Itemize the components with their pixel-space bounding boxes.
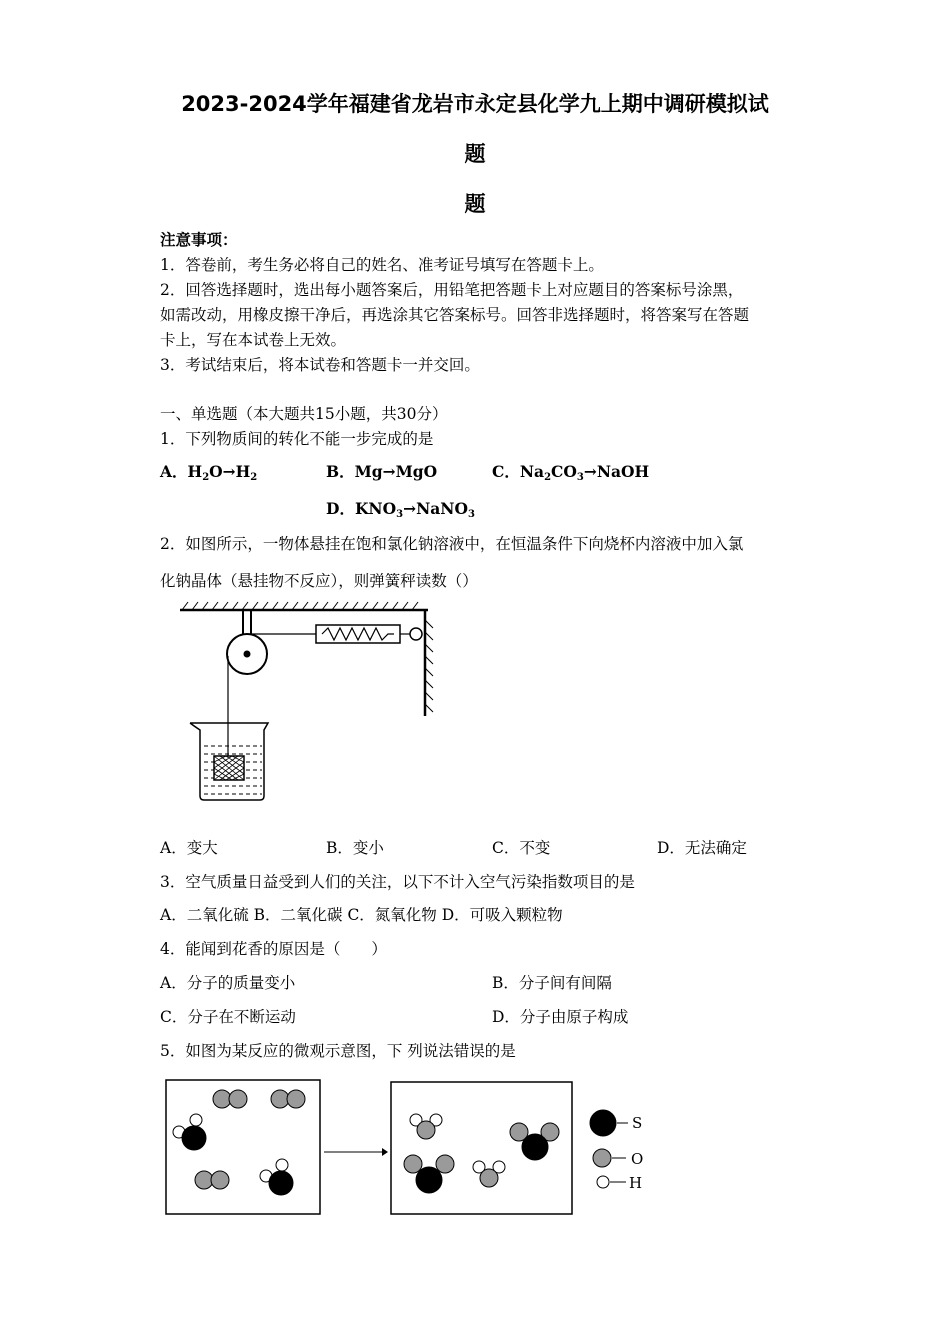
notice-heading: 注意事项： [160, 230, 238, 249]
notice-item-2-end: 卡上，写在本试卷上无效。 [160, 331, 347, 349]
q4-stem: 4．能闻到花香的原因是（ ） [160, 940, 387, 958]
q1-d-sub: 3 [396, 509, 404, 520]
exam-title-line3: 题 [464, 192, 486, 216]
notice-item-3: 3．考试结束后，将本试卷和答题卡一并交回。 [160, 356, 480, 374]
q3-stem: 3．空气质量日益受到人们的关注，以下不计入空气污染指数项目的是 [160, 873, 635, 891]
q2-option-b: B．变小 [326, 839, 384, 857]
q1-d-pre: KNO [354, 499, 397, 518]
reaction-arrow [324, 1148, 388, 1156]
q2-option-d: D．无法确定 [657, 839, 747, 857]
q4-option-d: D．分子由原子构成 [492, 1008, 629, 1026]
q1-c-post: →NaOH [583, 462, 650, 481]
exam-title-line2: 题 [464, 142, 486, 166]
q1-option-d [326, 497, 475, 520]
q1-stem: 1．下列物质间的转化不能一步完成的是 [160, 430, 434, 448]
q2-option-a: A．变大 [160, 839, 218, 857]
legend-o-atom [593, 1149, 611, 1167]
q1-option-a [160, 460, 257, 483]
pulley [227, 610, 267, 674]
q2-stem-2: 化钠晶体（悬挂物不反应），则弹簧秤读数（） [160, 572, 478, 590]
legend-s-atom [590, 1110, 616, 1136]
q1-a-label: A． [160, 462, 188, 481]
section-heading: 一、单选题（本大题共15小题，共30分） [160, 405, 448, 423]
q2-option-c: C．不变 [492, 839, 551, 857]
q2-stem-1: 2．如图所示，一物体悬挂在饱和氯化钠溶液中，在恒温条件下向烧杯内溶液中加入氯 [160, 535, 744, 553]
q1-a-sub2: 2 [250, 472, 258, 483]
q1-a-pre: H [187, 462, 203, 481]
q4-option-c: C．分子在不断运动 [160, 1008, 296, 1026]
q4-option-b: B．分子间有间隔 [492, 974, 612, 992]
exam-title-line1: 2023-2024学年福建省龙岩市永定县化学九上期中调研模拟试 [181, 92, 769, 116]
q1-a-mid: O→H [209, 462, 251, 481]
spring-scale [316, 625, 422, 643]
q1-c-mid: CO [551, 462, 577, 481]
q1-d-label: D． [326, 499, 355, 518]
legend-label-o: O [631, 1150, 644, 1168]
q1-c-sub: 2 [544, 472, 552, 483]
legend-h-atom [597, 1176, 609, 1188]
right-wall [425, 610, 433, 716]
q5-stem: 5．如图为某反应的微观示意图，下 列说法错误的是 [160, 1042, 516, 1060]
q1-option-b: B．Mg→MgO [326, 462, 438, 481]
q1-d-mid: →NaNO [403, 499, 468, 518]
legend-label-h: H [629, 1174, 643, 1192]
q4-option-a: A．分子的质量变小 [160, 974, 296, 992]
q5-reaction-diagram [160, 1074, 660, 1220]
legend-label-s: S [632, 1114, 643, 1132]
notice-item-2-cont: 如需改动，用橡皮擦干净后，再选涂其它答案标号。回答非选择题时，将答案写在答题 [160, 306, 750, 324]
q1-a-sub: 2 [202, 472, 210, 483]
q2-apparatus-figure [170, 598, 440, 808]
q1-c-label: C． [492, 462, 520, 481]
q1-c-sub2: 3 [576, 472, 584, 483]
q1-option-c [492, 460, 649, 483]
q1-d-sub2: 3 [467, 509, 475, 520]
notice-item-2: 2．回答选择题时，选出每小题答案后，用铅笔把答题卡上对应题目的答案标号涂黑， [160, 281, 744, 299]
q1-c-pre: Na [519, 462, 545, 481]
legend [590, 1110, 628, 1188]
q3-options: A．二氧化硫 B．二氧化碳 C．氮氧化物 D．可吸入颗粒物 [160, 906, 563, 924]
suspended-object [214, 756, 244, 780]
ceiling-beam [180, 602, 428, 610]
notice-item-1: 1．答卷前，考生务必将自己的姓名、准考证号填写在答题卡上。 [160, 256, 604, 274]
